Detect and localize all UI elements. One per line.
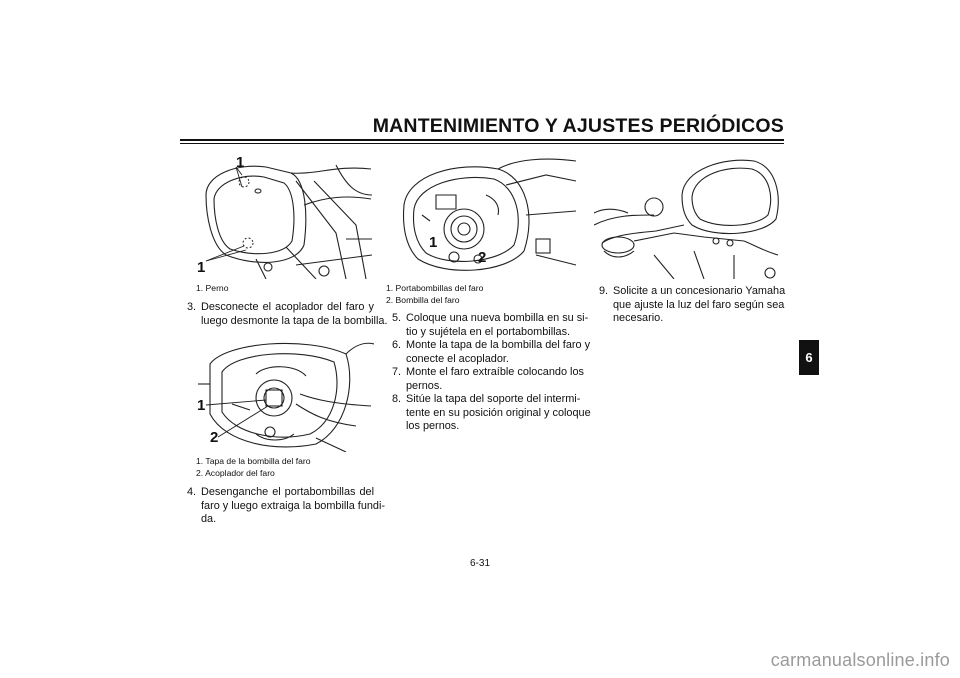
caption-item: 2. Acoplador del faro [196,467,275,478]
caption-item: 1. Portabombillas del faro [386,283,484,293]
fig3-callout-1: 1 [429,234,438,251]
step-number: 6. [392,339,402,351]
step-line: Sitúe la tapa del soporte del intermi- [406,393,581,405]
figure-headlight-bolts [196,155,374,279]
fig3-caption [386,283,483,306]
step-3 [187,301,388,328]
fig1-callout-1-bottom: 1 [197,259,206,276]
step-number: 9. [599,285,609,297]
header-rule [180,139,784,141]
watermark: carmanualsonline.info [770,650,950,670]
step-line: da. [201,513,217,526]
fig2-callout-2: 2 [210,429,219,446]
step-line: tente en su posición original y coloque [406,406,591,419]
step-line: Monte la tapa de la bombilla del faro y [406,339,591,351]
step-8 [392,393,591,434]
fig1-caption [196,283,229,295]
step-line: necesario. [613,312,664,325]
step-line: pernos. [406,379,443,392]
page-number: 6-31 [469,558,490,569]
step-number: 4. [187,486,197,498]
step-7 [392,366,584,393]
figure-bulb-cover-coupler [196,334,374,452]
step-line: que ajuste la luz del faro según sea [613,298,785,311]
illustration-headlight-adjust [594,155,784,279]
step-line: Coloque una nueva bombilla en su si- [406,312,589,324]
caption-item: 2. Bombilla del faro [386,294,460,305]
step-6 [392,339,591,366]
fig2-caption [196,456,311,479]
caption-item: 1. Tapa de la bombilla del faro [196,456,311,466]
page-title: MANTENIMIENTO Y AJUSTES PERIÓDICOS [372,115,784,137]
step-9 [599,285,784,326]
illustration-headlight-rear [196,334,374,452]
step-5 [392,312,589,339]
fig3-callout-2: 2 [478,249,487,266]
step-line: tio y sujétela en el portabombillas. [406,325,571,338]
fig2-callout-1: 1 [197,397,206,414]
step-line: los pernos. [406,420,460,433]
header-rule-thin [180,143,784,144]
step-number: 7. [392,366,402,378]
step-line: Monte el faro extraíble colocando los [406,366,584,378]
figure-headlight-adjust [594,155,784,279]
illustration-headlight-side [196,155,374,279]
step-line: Solicite a un concesionario Yamaha [613,285,786,297]
step-line: faro y luego extraiga la bombilla fundi- [201,499,386,512]
step-line: Desenganche el portabombillas del [201,486,374,498]
step-number: 3. [187,301,197,313]
step-4 [187,486,386,527]
step-number: 8. [392,393,402,405]
step-number: 5. [392,312,402,324]
step-line: Desconecte el acoplador del faro y [201,301,374,313]
fig1-callout-1-top: 1 [236,154,245,171]
step-line: luego desmonte la tapa de la bombilla. [201,314,388,327]
caption-item: 1. Perno [196,283,229,293]
chapter-tab: 6 [799,340,819,375]
step-line: conecte el acoplador. [406,352,509,365]
